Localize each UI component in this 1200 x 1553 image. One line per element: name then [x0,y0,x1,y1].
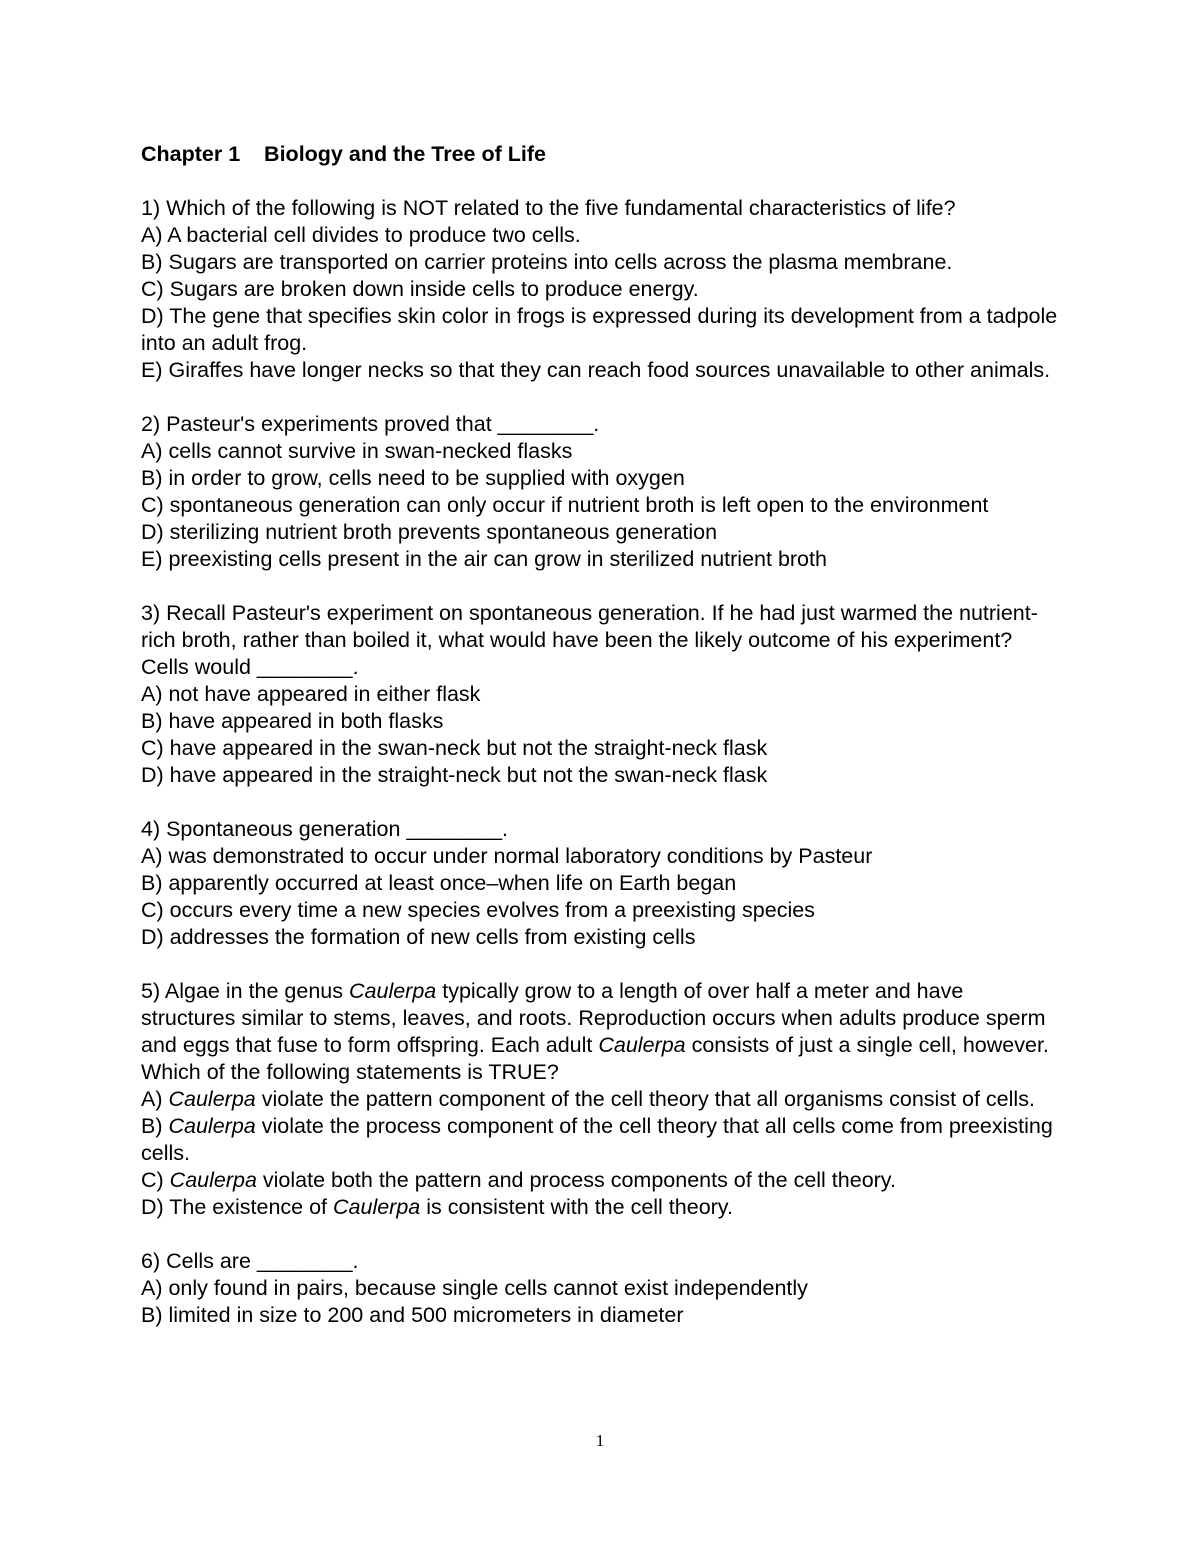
option-c: C) spontaneous generation can only occur if nutrient broth is left open to the environment [141,493,989,517]
option-text: violate the pattern component of the cell theory that all organisms consist of cells. [255,1087,1035,1111]
option-prefix: A) [141,1087,169,1111]
stem-text: consists of just a single cell, however. Which of the following statements is TRUE? [141,1033,1049,1084]
option-prefix: D) The existence of [141,1195,333,1219]
question-stem: 2) Pasteur's experiments proved that ________. [141,412,600,436]
chapter-title: Chapter 1 Biology and the Tree of Life [141,142,546,166]
option-a: A) only found in pairs, because single cells cannot exist independently [141,1276,808,1300]
option-b: B) apparently occurred at least once–when life on Earth began [141,871,737,895]
option-c: C) have appeared in the swan-neck but not the straight-neck flask [141,736,768,760]
option-a: A) was demonstrated to occur under normal laboratory conditions by Pasteur [141,844,873,868]
option-b: B) limited in size to 200 and 500 micrometers in diameter [141,1303,684,1327]
option-d: D) addresses the formation of new cells from existing cells [141,925,696,949]
option-d: D) have appeared in the straight-neck but not the swan-neck flask [141,763,768,787]
option-a: A) cells cannot survive in swan-necked flasks [141,439,573,463]
option-text: violate the process component of the cell theory that all cells come from preexisting cells. [141,1114,1053,1165]
question-stem [141,978,1061,1086]
stem-text: 5) Algae in the genus [141,979,349,1003]
option-prefix: C) [141,1168,170,1192]
genus-name: Caulerpa [168,1087,256,1111]
question-1 [141,195,1061,384]
option-b: B) have appeared in both flasks [141,709,444,733]
option-c [141,1167,1061,1194]
option-a [141,1086,1061,1113]
option-d [141,1194,1061,1221]
question-stem: 3) Recall Pasteur's experiment on spontaneous generation. If he had just warmed the nutrient-rich broth, rather than boiled it, what would have been the likely outcome of his experiment? Cells would ________. [141,601,1038,679]
option-b [141,1113,1061,1167]
question-3 [141,600,1061,789]
question-5 [141,978,1061,1221]
option-text: is consistent with the cell theory. [420,1195,733,1219]
stem-text: typically grow to a length of over half a meter and have structures similar to stems, leaves, and roots. Reproduction occurs when adults produce sperm and eggs that fuse to form offspring. Each adult [141,979,1046,1057]
genus-name: Caulerpa [598,1033,686,1057]
page-number: 1 [595,1431,605,1450]
option-text: violate both the pattern and process components of the cell theory. [256,1168,896,1192]
question-stem: 6) Cells are ________. [141,1249,359,1273]
option-e: E) Giraffes have longer necks so that they can reach food sources unavailable to other animals. [141,358,1051,382]
option-a: A) not have appeared in either flask [141,682,481,706]
question-stem: 1) Which of the following is NOT related to the five fundamental characteristics of life? [141,196,956,220]
option-b: B) Sugars are transported on carrier proteins into cells across the plasma membrane. [141,250,953,274]
genus-name: Caulerpa [349,979,437,1003]
option-e: E) preexisting cells present in the air can grow in sterilized nutrient broth [141,547,827,571]
genus-name: Caulerpa [169,1168,257,1192]
option-c: C) occurs every time a new species evolves from a preexisting species [141,898,815,922]
option-c: C) Sugars are broken down inside cells to produce energy. [141,277,699,301]
question-2 [141,411,1061,573]
option-prefix: B) [141,1114,169,1138]
question-4 [141,816,1061,951]
question-6 [141,1248,1061,1329]
page-content [141,141,1061,1356]
question-stem: 4) Spontaneous generation ________. [141,817,509,841]
genus-name: Caulerpa [333,1195,421,1219]
genus-name: Caulerpa [168,1114,256,1138]
option-d: D) The gene that specifies skin color in frogs is expressed during its development from a tadpole into an adult frog. [141,304,1058,355]
option-b: B) in order to grow, cells need to be supplied with oxygen [141,466,685,490]
option-a: A) A bacterial cell divides to produce two cells. [141,223,581,247]
option-d: D) sterilizing nutrient broth prevents spontaneous generation [141,520,718,544]
